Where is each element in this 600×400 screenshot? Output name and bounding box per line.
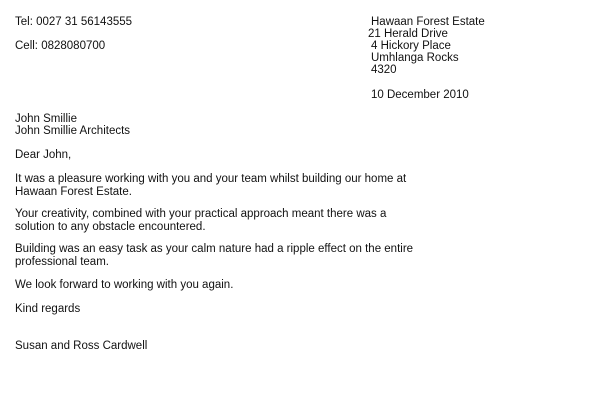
telephone-line: Tel: 0027 31 56143555 [15, 16, 133, 28]
body-paragraph-4: We look forward to working with you again. [15, 279, 234, 291]
address-line-street: 21 Herald Drive [368, 28, 448, 40]
closing-line: Kind regards [15, 303, 81, 315]
signature-line: Susan and Ross Cardwell [15, 340, 148, 352]
body-paragraph-1 [15, 173, 585, 199]
body-paragraph-2-line-1: Your creativity, combined with your practical approach meant there was a [15, 208, 387, 220]
address-line-suburb: Umhlanga Rocks [371, 52, 459, 64]
body-paragraph-3-line-1: Building was an easy task as your calm nature had a ripple effect on the entire [15, 243, 414, 255]
recipient-name: John Smillie [15, 113, 77, 125]
body-paragraph-2-line-2: solution to any obstacle encountered. [15, 221, 206, 233]
letter-date: 10 December 2010 [371, 89, 469, 101]
address-line-postcode: 4320 [371, 64, 397, 76]
body-paragraph-3-line-2: professional team. [15, 256, 109, 268]
body-paragraph-3 [15, 243, 585, 269]
address-line-place: 4 Hickory Place [371, 40, 451, 52]
address-line-estate: Hawaan Forest Estate [371, 16, 485, 28]
cell-line: Cell: 0828080700 [15, 40, 106, 52]
salutation: Dear John, [15, 149, 72, 161]
body-paragraph-1-line-2: Hawaan Forest Estate. [15, 186, 132, 198]
body-paragraph-1-line-1: It was a pleasure working with you and your team whilst building our home at [15, 173, 407, 185]
recipient-company: John Smillie Architects [15, 125, 131, 137]
body-paragraph-2 [15, 208, 585, 234]
